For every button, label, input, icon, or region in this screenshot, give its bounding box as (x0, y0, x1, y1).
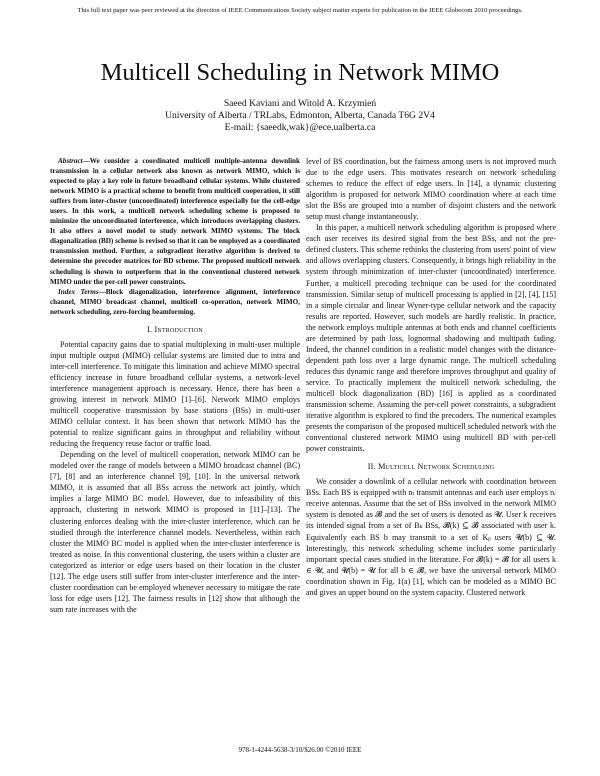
author-names: Saeed Kaviani and Witold A. Krzymień (223, 98, 377, 109)
left-column (50, 156, 300, 615)
author-email: E-mail: {saeedk,wak}@ece.ualberta.ca (224, 122, 376, 133)
index-terms-paragraph (50, 287, 300, 317)
section-heading-multicell-scheduling (306, 461, 556, 472)
intro-paragraph-continued: level of BS coordination, but the fairness among users is not improved much due to the edge users. This motivates research on network scheduling schemes to reduce the effect of edge users. In [14], a dynamic clustering algorithm is proposed for network MIMO coordination where at each time slot the BSs are grouped into a number of disjoint clusters and the network setup must change instantaneously. (306, 157, 556, 222)
section-title: Introduction (154, 324, 203, 334)
section-numeral: I. (147, 324, 153, 334)
abstract-text: —We consider a coordinated multicell multiple-antenna downlink transmission in a cellular network also known as network MIMO, which is expected to play a key role in future broadband cellular systems. While clustered network MIMO is a practical scheme to benefit from multicell cooperation, it still suffers from inter-cluster (uncoordinated) interference especially for the cell-edge users. In this work, a multicell network scheduling scheme is proposed to minimize the uncoordinated interference, which introduces overlapping clusters. It also offers a novel model to study network MIMO systems. The block diagonalization (BD) scheme is revised so that it can be employed as a coordinated transmission method. Further, a subgradient iterative algorithm is derived to determine the precoder matrices for BD scheme. The proposed multicell network scheduling is shown to outperform that in the conventional clustered network MIMO under the per-cell power constraints. (50, 157, 300, 286)
intro-paragraph: Potential capacity gains due to spatial multiplexing in multi-user multiple input multiple output (MIMO) cellular systems are limited due to intra and inter-cell interference. To mitigate this limitation and achieve MIMO spectral efficiency increase in future broadband cellular systems, a network-level interference management approach is necessary. Hence, there has been a growing interest in network MIMO [1]–[6]. Network MIMO employs multicell cooperative transmission by base stations (BSs) in multi-user MIMO cellular context. It has been shown that network MIMO has the potential to realize significant gains in throughput and reliability without reducing the frequency reuse factor or traffic load. (50, 339, 300, 449)
index-terms-label: Index Terms (58, 287, 99, 296)
copyright-footer: 978-1-4244-5638-3/10/$26.00 ©2010 IEEE (238, 746, 362, 754)
section-title: Multicell Network Scheduling (378, 462, 495, 472)
right-column (306, 156, 556, 598)
abstract-label: Abstract (58, 157, 83, 165)
author-block (0, 98, 600, 134)
index-terms-text: —Block diagonalization, interference alignment, interference channel, MIMO broadcast channel, multicell co-operation, network MIMO, network scheduling, zero-forcing beamforming. (50, 287, 300, 316)
intro-paragraph: In this paper, a multicell network scheduling algorithm is proposed where each user receives its desired signal from the best BSs, and not the pre-defined clusters. This scheme rethinks the clustering from users' point of view and allows overlapping clusters. Consequently, it brings high reliability in the system through minimization of inter-cluster (uncoordinated) interference. Further, a multicell precoding technique can be used for the coordinated transmission. Similar setup of multicell processing is applied in [2], [4], [15] in a simple circular and linear Wyner-type cellular network and the capacity results are reported. However, such models are hardly realistic. In practice, the network employs multiple antennas at both ends and channel coefficients are determined by path loss, lognormal shadowing and multipath fading. Indeed, the channel condition in a realistic model changes with the distance-dependent path loss over a large dynamic range. The multicell scheduling reduces this dynamic range and therefore improves throughput and quality of service. To practically implement the multicell network scheduling, the multicell block diagonalization (BD) [16] is applied as a coordinated transmission scheme. Assuming the per-cell power constraints, a subgradient iterative algorithm is explored to find the precoders. The numerical examples presents the comparison of the proposed multicell scheduled network with the conventional clustered network MIMO using multicell BD with per-cell power constraints. (306, 223, 556, 454)
section2-paragraph: We consider a downlink of a cellular network with coordination between BSs. Each BS is equipped with nₜ transmit antennas and each user employs nᵣ receive antennas. Assume that the set of BSs involved in the network MIMO system is denoted as 𝓑 and the set of users is denoted as 𝓤. User k receives its intended signal from a set of Bₖ BSs, 𝓑(k) ⊆ 𝓑 associated with user k. Equivalently each BS b may transmit to a set of Kᵦ users 𝓤(b) ⊆ 𝓤. Interestingly, this network scheduling scheme includes some particularly important special cases studied in the literature. For 𝓑(k) = 𝓑 for all users k ∈ 𝓤, and 𝓤(b) = 𝓤 for all b ∈ 𝓑, we have the universal network MIMO coordination shown in Fig. 1(a) [1], which can be modeled as a MIMO BC and gives an upper bound on the system capacity. Clustered network (306, 477, 556, 597)
intro-paragraph: Depending on the level of multicell cooperation, network MIMO can be modeled over the range of models between a MIMO broadcast channel (BC) [7], [8] and an interference channel [9], [10]. In the universal network MIMO, it is assumed that all BSs across the network act jointly, which implies a large MIMO BC model. However, due to infeasibility of this approach, clustering in network MIMO is proposed in [11]–[13]. The clustering enforces dealing with the inter-cluster interference, which can be studied through the interference channel models. Nevertheless, within each cluster the MIMO BC model is applied when the inter-cluster interference is treated as noise. In this conventional clustering, the users within a cluster are categorized as interior or edge users based on their location in the cluster [12]. The edge users still suffer from inter-cluster interference and the inter-cluster coordination can be employed whenever necessary to mitigate the rate loss for edge users [12]. The fairness results in [12] show that although the sum rate increases with the (50, 450, 300, 614)
abstract (50, 156, 300, 317)
peer-review-note: This full text paper was peer reviewed at the direction of IEEE Communications Society subject matter experts for publication in the IEEE Globecom 2010 proceedings. (77, 7, 523, 14)
section-heading-introduction (50, 324, 300, 335)
author-affiliation: University of Alberta / TRLabs, Edmonton, Alberta, Canada T6G 2V4 (165, 110, 435, 121)
paper-title: Multicell Scheduling in Network MIMO (100, 59, 500, 86)
abstract-paragraph (50, 156, 300, 287)
section-numeral: II. (367, 462, 376, 472)
